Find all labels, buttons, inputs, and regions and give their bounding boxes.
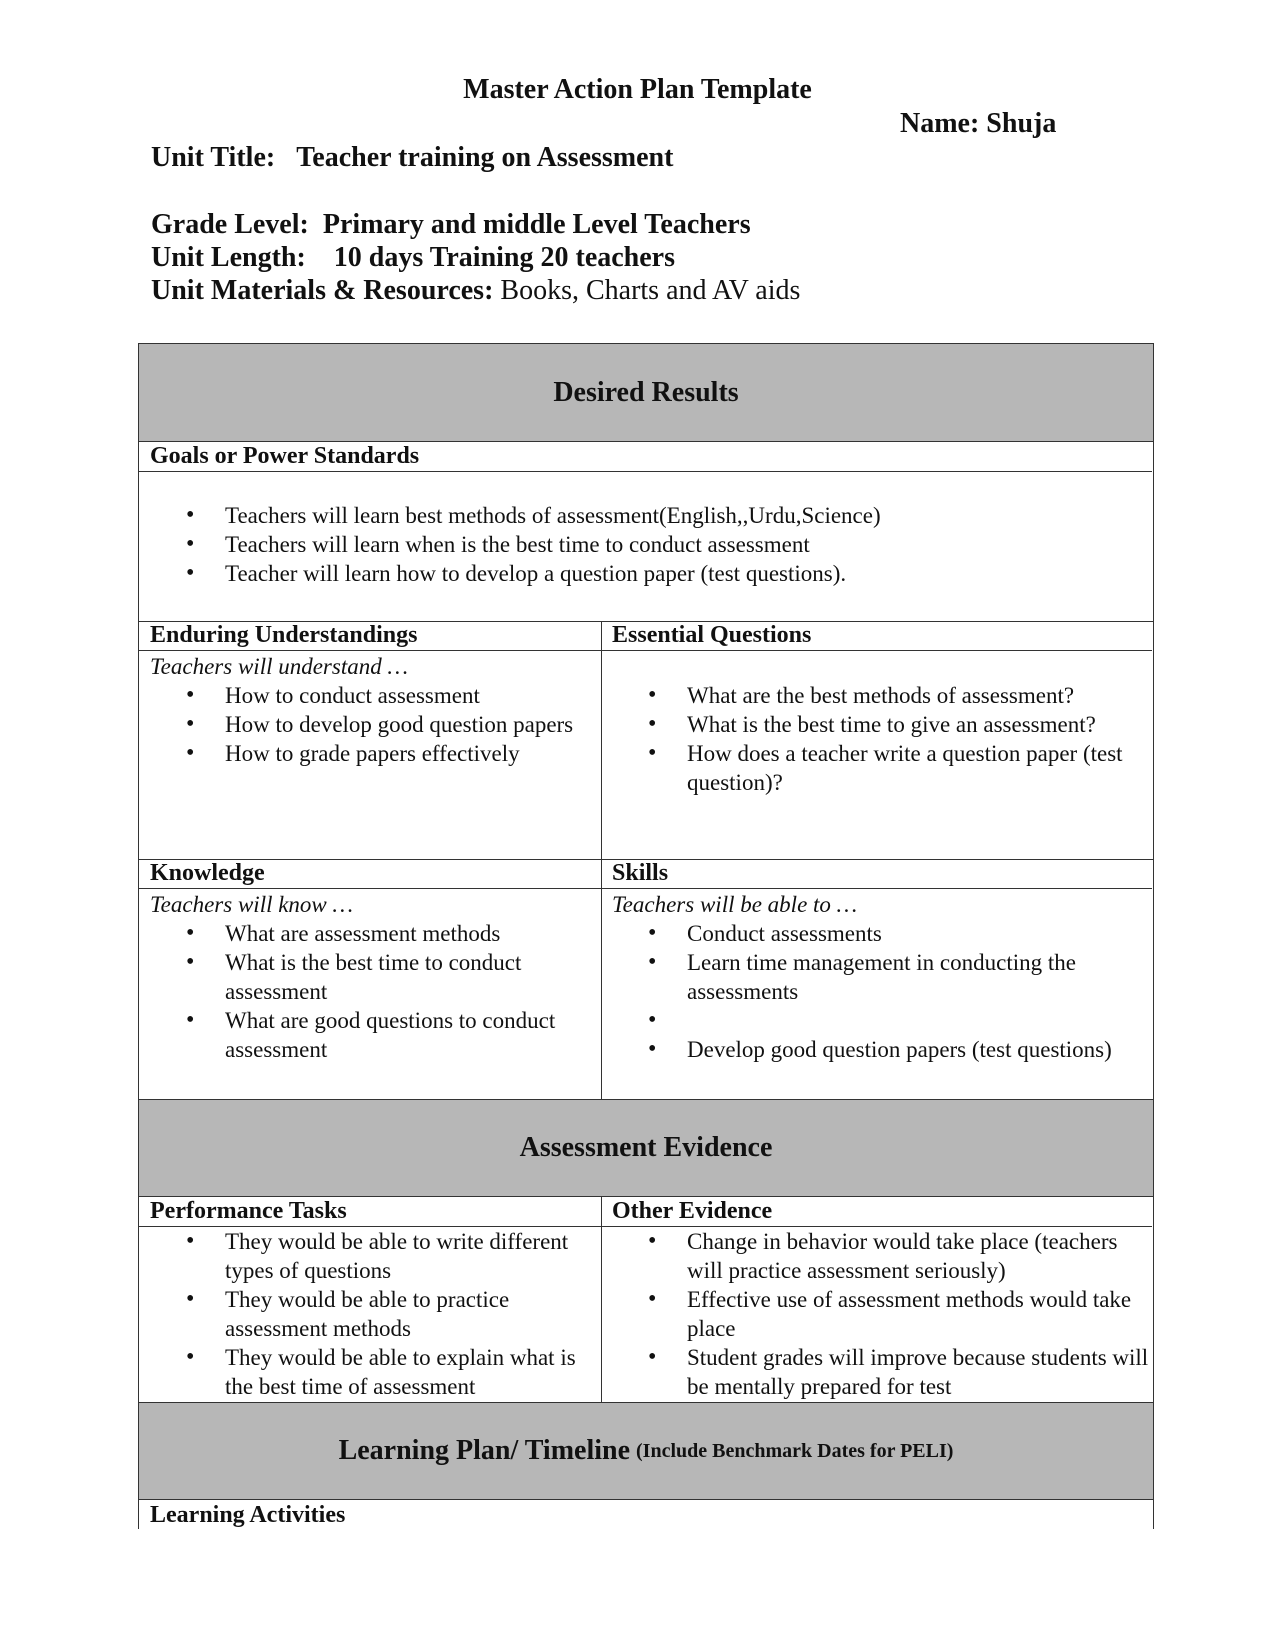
- essential-questions-header: Essential Questions: [601, 621, 1152, 651]
- enduring-understandings-header: Enduring Understandings: [139, 621, 601, 651]
- page-title: Master Action Plan Template: [463, 74, 812, 105]
- list-item: • How to develop good question papers: [139, 710, 601, 739]
- desired-results-title: Desired Results: [553, 376, 739, 408]
- list-item: • How to conduct assessment: [139, 681, 601, 710]
- list-item: • They would be able to write different types of questions: [139, 1227, 601, 1285]
- other-evidence-cell: [601, 1227, 1152, 1401]
- list-item: • Teacher will learn how to develop a question paper (test questions).: [139, 559, 1152, 588]
- unit-title-line: [151, 142, 673, 174]
- column-divider: [601, 621, 602, 1099]
- list-item: • Develop good question papers (test questions): [601, 1035, 1152, 1064]
- list-item: • Learn time management in conducting the assessments: [601, 948, 1152, 1006]
- list-item: • Change in behavior would take place (teachers will practice assessment seriously): [601, 1227, 1152, 1285]
- skills-list: [601, 919, 1152, 1064]
- unit-length-line: [151, 242, 675, 274]
- desired-results-band: [139, 344, 1153, 442]
- unit-materials-label: Unit Materials & Resources:: [151, 275, 494, 306]
- list-item: • What are the best methods of assessment?: [601, 681, 1152, 710]
- list-item: • They would be able to practice assessment methods: [139, 1285, 601, 1343]
- goals-header: Goals or Power Standards: [139, 442, 1152, 472]
- grade-level-line: [151, 209, 751, 241]
- list-item: • What are good questions to conduct assessment: [139, 1006, 601, 1064]
- unit-length-label: Unit Length:: [151, 242, 306, 273]
- author-name: Name: Shuja: [900, 108, 1057, 139]
- list-item: • Effective use of assessment methods would take place: [601, 1285, 1152, 1343]
- essential-questions-cell: [601, 681, 1152, 797]
- learning-plan-note: (Include Benchmark Dates for PELI): [636, 1439, 954, 1462]
- unit-materials-value: Books, Charts and AV aids: [500, 275, 801, 306]
- assessment-evidence-title: Assessment Evidence: [519, 1132, 773, 1163]
- learning-plan-band: [139, 1402, 1153, 1500]
- goals-list-cell: [139, 501, 1152, 588]
- knowledge-list: [139, 919, 601, 1064]
- other-evidence-list: [601, 1227, 1152, 1401]
- performance-tasks-header: Performance Tasks: [139, 1197, 601, 1227]
- list-item: • How to grade papers effectively: [139, 739, 601, 768]
- list-item: • What is the best time to give an assessment?: [601, 710, 1152, 739]
- enduring-list: [139, 681, 601, 768]
- essential-list: [601, 681, 1152, 797]
- list-item: • Student grades will improve because students will be mentally prepared for test: [601, 1343, 1152, 1401]
- other-evidence-header: Other Evidence: [601, 1197, 1152, 1227]
- enduring-understandings-cell: [139, 652, 601, 768]
- grade-level-value: Primary and middle Level Teachers: [322, 209, 751, 240]
- knowledge-intro: Teachers will know …: [150, 892, 353, 917]
- list-item: • Teachers will learn best methods of assessment(English,,Urdu,Science): [139, 501, 1152, 530]
- unit-title-label: Unit Title:: [151, 142, 276, 173]
- unit-title-value: Teacher training on Assessment: [296, 142, 674, 173]
- list-item: [601, 1006, 1152, 1035]
- knowledge-cell: [139, 890, 601, 1064]
- list-item: • Conduct assessments: [601, 919, 1152, 948]
- list-item: • Teachers will learn when is the best time to conduct assessment: [139, 530, 1152, 559]
- list-item: • They would be able to explain what is the best time of assessment: [139, 1343, 601, 1401]
- learning-plan-title: Learning Plan/ Timeline: [338, 1435, 631, 1466]
- unit-materials-line: [151, 275, 800, 307]
- action-plan-table: [138, 343, 1154, 1529]
- performance-list: [139, 1227, 601, 1401]
- list-item: • What are assessment methods: [139, 919, 601, 948]
- grade-level-label: Grade Level:: [151, 209, 309, 240]
- skills-header: Skills: [601, 859, 1152, 889]
- list-item: • How does a teacher write a question paper (test question)?: [601, 739, 1152, 797]
- enduring-intro: Teachers will understand …: [150, 654, 408, 679]
- assessment-evidence-band: [139, 1099, 1153, 1197]
- list-item: • What is the best time to conduct assessment: [139, 948, 601, 1006]
- skills-cell: [601, 890, 1152, 1064]
- column-divider: [601, 1197, 602, 1402]
- knowledge-header: Knowledge: [139, 859, 601, 889]
- learning-activities-header: Learning Activities: [150, 1502, 346, 1528]
- performance-tasks-cell: [139, 1227, 601, 1401]
- unit-length-value: 10 days Training 20 teachers: [333, 242, 675, 273]
- skills-intro: Teachers will be able to …: [612, 892, 858, 917]
- goals-list: [139, 501, 1152, 588]
